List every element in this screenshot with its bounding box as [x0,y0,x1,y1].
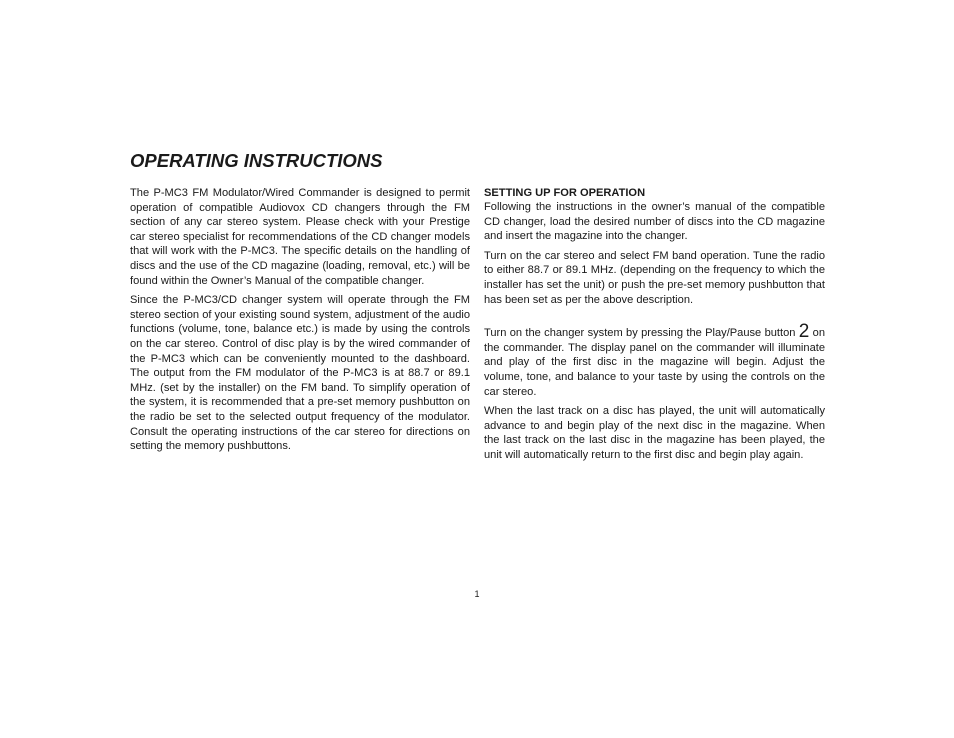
page-title: OPERATING INSTRUCTIONS [130,150,383,171]
system-operation-paragraph: Since the P-MC3/CD changer system will operate through the FM stereo section of your existing sound system, adjustment of the audio functions (volume, tone, balance etc.) is made by using the controls on the car stereo. Control of disc play is by the wired commander of the P-MC3 which can be conveniently mounted to the dashboard. The output from the FM modulator of the P-MC3 is at 88.7 or 89.1 MHz. (set by the installer) on the FM band. To simplify operation of the system, it is recommended that a pre-set memory pushbutton on the radio be set to the selected output frequency of the modulator. Consult the operating instructions of the car stereo for directions on setting the memory pushbuttons. [130,294,470,453]
start-play-text-start: Turn on the changer system by pressing the Play/Pause button [484,327,799,340]
auto-advance-paragraph: When the last track on a disc has played, the unit will automatically advance to and begin play of the next disc in the magazine. When the last track on the last disc in the magazine has been played, the unit will automatically return to the first disc and begin play again. [484,405,825,461]
start-play-paragraph [484,321,825,399]
tune-radio-paragraph: Turn on the car stereo and select FM band operation. Tune the radio to either 88.7 or 89.1 MHz. (depending on the frequency to which the installer has set the unit) or push the pre-set memory pushbutton that has been set as per the above description. [484,249,825,306]
intro-paragraph: The P-MC3 FM Modulator/Wired Commander is designed to permit operation of compatible Audiovox CD changers through the FM section of any car stereo system. Please check with your Prestige car stereo specialist for recommendations of the CD changer models that will work with the P-MC3. The specific details on the handling of discs and the use of the CD magazine (loading, removal, etc.) will be found within the Owner’s Manual of the compatible changer. [130,187,470,287]
play-pause-button-ref: 2 [798,321,810,343]
paragraph-spacer [484,312,825,326]
start-play-text-end: on the commander. The display panel on the commander will illuminate and play of the first disc in the magazine will begin. Adjust the volume, tone, and balance to your taste by using the controls on the car stereo. [484,327,825,398]
page-number: 1 [474,589,480,599]
load-discs-paragraph: Following the instructions in the owner’s manual of the compatible CD changer, load the desired number of discs into the CD magazine and insert the magazine into the changer. [484,201,825,243]
right-column [484,186,825,468]
left-column [130,186,470,459]
section-heading: SETTING UP FOR OPERATION [484,187,646,199]
